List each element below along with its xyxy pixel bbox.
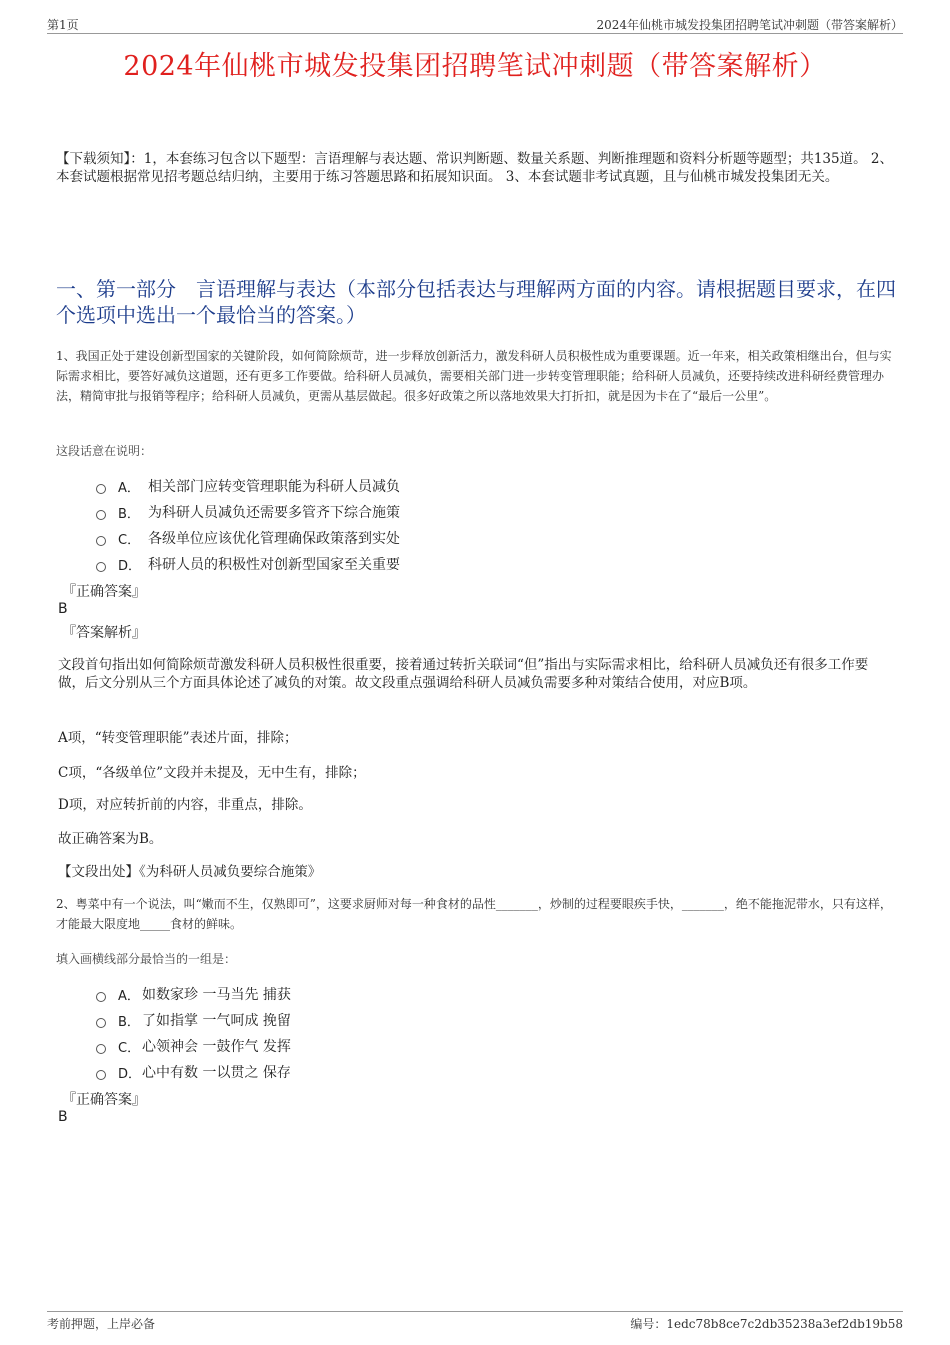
download-notice: 【下载须知】：1，本套练习包含以下题型：言语理解与表达题、常识判断题、数量关系题、判断推理题和资料分析题等题型；共135道。 2、本套试题根据常见招考题总结归纳，主要用于练习答题思路和拓展知识面。 3、本套试题非考试真题，且与仙桃市城发投集团无关。 xyxy=(56,151,893,185)
option-c[interactable]: C． 心领神会 一鼓作气 发挥 xyxy=(96,1033,291,1059)
radio-button[interactable] xyxy=(96,536,106,546)
option-b[interactable]: B． 了如指掌 一气呵成 挽留 xyxy=(96,1007,291,1033)
question-1-prompt: 这段话意在说明： xyxy=(56,444,153,458)
analysis-option-c: C项，“各级单位”文段并未提及，无中生有，排除； xyxy=(58,765,366,781)
footer-slogan: 考前押题，上岸必备 xyxy=(47,1317,156,1331)
option-d[interactable]: D． 心中有数 一以贯之 保存 xyxy=(96,1059,291,1085)
analysis-option-d: D项，对应转折前的内容，非重点，排除。 xyxy=(58,797,312,813)
section-heading: 一、第一部分 言语理解与表达（本部分包括表达与理解两方面的内容。请根据题目要求，在四个选项中选出一个最恰当的答案。） xyxy=(56,277,896,327)
answer-label: 『正确答案』 xyxy=(62,584,146,600)
answer-label: 『正确答案』 xyxy=(62,1092,146,1108)
page-title: 2024年仙桃市城发投集团招聘笔试冲刺题（带答案解析） xyxy=(123,51,827,82)
option-a[interactable]: A． 如数家珍 一马当先 捕获 xyxy=(96,981,291,1007)
analysis-label: 『答案解析』 xyxy=(62,625,146,641)
analysis-conclusion: 故正确答案为B。 xyxy=(58,831,163,847)
answer-value: B xyxy=(58,1109,68,1125)
radio-button[interactable] xyxy=(96,1018,106,1028)
radio-button[interactable] xyxy=(96,562,106,572)
question-1-text: 1、我国正处于建设创新型国家的关键阶段，如何简除烦苛，进一步释放创新活力，激发科研人员积极性成为重要课题。近一年来，相关政策相继出台，但与实际需求相比，要答好减负这道题，还有更多工作要做。给科研人员减负，需要相关部门进一步转变管理职能；给科研人员减负，还要持续改进科研经费管理办法，精简审批与报销等程序；给科研人员减负，更需从基层做起。很多好政策之所以落地效果大打折扣，就是因为卡在了“最后一公里”。 xyxy=(56,349,892,403)
radio-button[interactable] xyxy=(96,1070,106,1080)
footer-divider xyxy=(47,1311,903,1312)
radio-button[interactable] xyxy=(96,484,106,494)
analysis-option-a: A项，“转变管理职能”表述片面，排除； xyxy=(58,730,298,746)
radio-button[interactable] xyxy=(96,992,106,1002)
question-2-options xyxy=(96,981,291,1085)
header-doc-title: 2024年仙桃市城发投集团招聘笔试冲刺题（带答案解析） xyxy=(596,18,903,32)
radio-button[interactable] xyxy=(96,1044,106,1054)
option-d[interactable]: D． 科研人员的积极性对创新型国家至关重要 xyxy=(96,551,400,577)
header-page-number: 第1页 xyxy=(47,18,79,32)
question-1-options xyxy=(96,473,400,577)
answer-value: B xyxy=(58,601,68,617)
footer-doc-id: 编号：1edc78b8ce7c2db35238a3ef2db19b58 xyxy=(630,1317,903,1331)
option-b[interactable]: B． 为科研人员减负还需要多管齐下综合施策 xyxy=(96,499,400,525)
passage-source: 【文段出处】《为科研人员减负要综合施策》 xyxy=(58,864,322,880)
radio-button[interactable] xyxy=(96,510,106,520)
analysis-text: 文段首句指出如何简除烦苛激发科研人员积极性很重要，接着通过转折关联词“但”指出与实际需求相比，给科研人员减负还有很多工作要做，后文分别从三个方面具体论述了减负的对策。故文段重点强调给科研人员减负需要多种对策结合使用，对应B项。 xyxy=(58,657,869,691)
question-2-text: 2、粤菜中有一个说法，叫“嫩而不生，仅熟即可”，这要求厨师对每一种食材的品性_______，炒制的过程要眼疾手快，_______，绝不能拖泥带水，只有这样，才能最大限度地_____食材的鲜味。 xyxy=(56,897,892,931)
option-a[interactable]: A． 相关部门应转变管理职能为科研人员减负 xyxy=(96,473,400,499)
question-2-prompt: 填入画横线部分最恰当的一组是： xyxy=(56,952,237,966)
header-divider xyxy=(47,33,903,34)
option-c[interactable]: C． 各级单位应该优化管理确保政策落到实处 xyxy=(96,525,400,551)
